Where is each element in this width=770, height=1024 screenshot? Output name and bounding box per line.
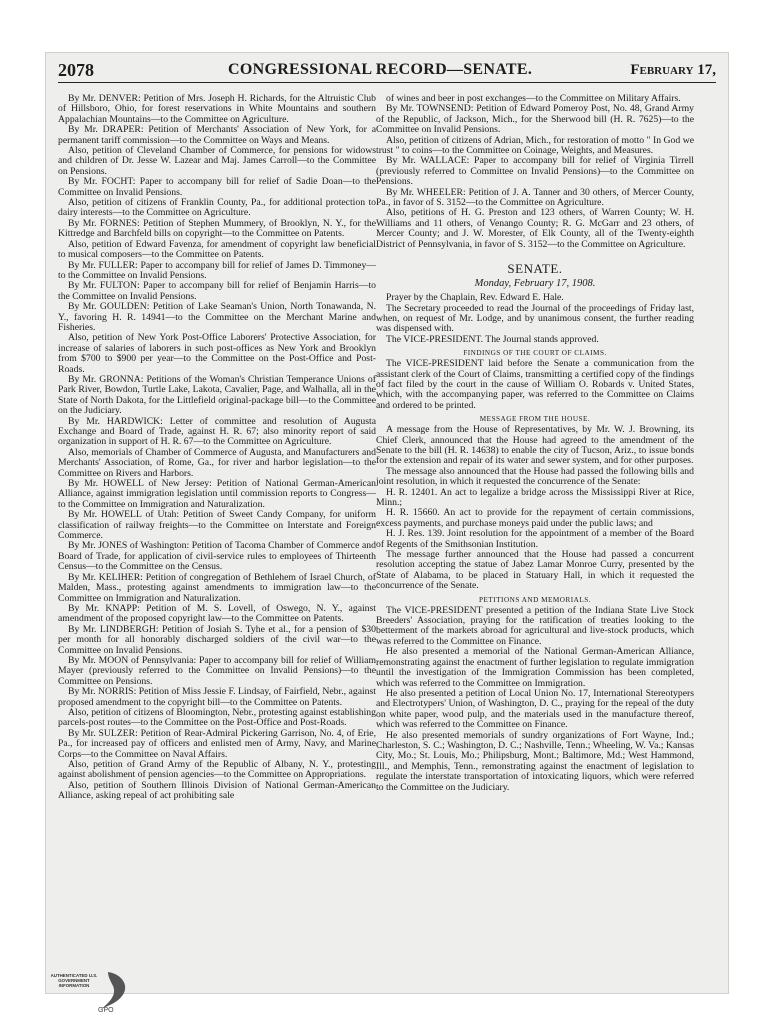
record-paragraph: By Mr. GOULDEN: Petition of Lake Seaman's Union, North Tonawanda, N. Y., favoring H. R. 14941—to the Committee on the Merchant Marine and Fisheries. [58, 301, 376, 333]
record-paragraph: By Mr. LINDBERGH: Petition of Josiah S. Tyhe et al., for a pension of $30 per month for all honorably discharged soldiers of the civil war—to the Committee on Invalid Pensions. [58, 623, 376, 656]
record-paragraph: By Mr. KELIHER: Petition of congregation of Bethlehem of Israel Church, of Malden, Mass., protesting against amendments to immigration law—to the Committee on Immigration and Naturalization. [58, 571, 376, 604]
record-paragraph: By Mr. JONES of Washington: Petition of Tacoma Chamber of Commerce and Board of Trade, for application of civil-service rules to employees of Thirteenth Census—to the Committee on the Census. [58, 540, 376, 573]
record-paragraph: By Mr. FULLER: Paper to accompany bill for relief of James D. Timmoney—to the Committee on Invalid Pensions. [58, 259, 376, 281]
header-date: February 17, [630, 62, 716, 78]
record-paragraph: By Mr. DRAPER: Petition of Merchants' Association of New York, for a permanent tariff commission—to the Committee on Ways and Means. [58, 124, 376, 146]
record-paragraph: By Mr. WALLACE: Paper to accompany bill for relief of Virginia Tirrell (previously referred to Committee on Invalid Pensions)—to the Committee on Pensions. [376, 155, 694, 188]
record-paragraph: Also, petition of citizens of Franklin County, Pa., for additional protection to dairy interests—to the Committee on Agriculture. [58, 197, 376, 219]
right-column [376, 94, 694, 986]
record-paragraph: He also presented memorials of sundry organizations of Fort Wayne, Ind.; Charleston, S. C.; Washington, D. C.; Nashville, Tenn.; Wheeling, W. Va.; Kansas City, Mo.; St. Louis, Mo.; Philipsburg, Mont.; Baltimore, Md.; West Hammond, Ill., and Memphis, Tenn., remonstrating against the enactment of legislation to regulate the interstate transportation of intoxicating liquors, which were referred to the Committee on the Judiciary. [376, 729, 694, 793]
record-paragraph: The message also announced that the House had passed the following bills and joint resolution, in which it requested the concurrence of the Senate: [376, 465, 694, 488]
record-paragraph: Also, memorials of Chamber of Commerce of Augusta, and Manufacturers and Merchants' Association, of Rome, Ga., for river and harbor legislation—to the Committee on Rivers and Harbors. [58, 446, 376, 479]
record-paragraph: A message from the House of Representatives, by Mr. W. J. Browning, its Chief Clerk, announced that the House had agreed to the amendment of the Senate to the bill (H. R. 14638) to enable the city of Tucson, Ariz., to issue bonds for the extension and repair of its water and sewer system, and for other purposes. [376, 424, 694, 467]
record-paragraph: Prayer by the Chaplain, Rev. Edward E. Hale. [386, 292, 564, 304]
record-paragraph: By Mr. FORNES: Petition of Stephen Mummery, of Brooklyn, N. Y., for the Kittredge and Barchfeld bills on copyright—to the Committee on Patents. [58, 217, 376, 240]
record-paragraph: Also, petition of Cleveland Chamber of Commerce, for pensions for widows and children of Dr. Jesse W. Lazear and Maj. James Carroll—to the Committee on Pensions. [58, 145, 376, 177]
senate-date: Monday, February 17, 1908. [474, 278, 596, 290]
record-paragraph: By Mr. TOWNSEND: Petition of Edward Pomeroy Post, No. 48, Grand Army of the Republic, of Jackson, Mich., for the Sherwood bill (H. R. 7625)—to the Committee on Invalid Pensions. [376, 103, 694, 136]
court-of-claims-heading: FINDINGS OF THE COURT OF CLAIMS. [463, 349, 607, 358]
record-paragraph: The Secretary proceeded to read the Journal of the proceedings of Friday last, when, on request of Mr. Lodge, and by unanimous consent, the further reading was dispensed with. [376, 302, 694, 335]
gpo-authentication-text: AUTHENTICATED U.S. GOVERNMENT INFORMATION [50, 973, 98, 989]
record-paragraph: Also, petition of citizens of Bloomington, Nebr., protesting against establishing parcels-post routes—to the Committee on the Post-Office and Post-Roads. [58, 706, 376, 729]
record-paragraph: By Mr. NORRIS: Petition of Miss Jessie F. Lindsay, of Fairfield, Nebr., against proposed amendment to the copyright bill—to the Committee on Patents. [58, 686, 376, 708]
record-paragraph: By Mr. MOON of Pennsylvania: Paper to accompany bill for relief of William Mayer (previously referred to the Committee on Invalid Pensions)—to the Committee on Pensions. [58, 654, 376, 687]
record-paragraph: By Mr. FOCHT: Paper to accompany bill for relief of Sadie Doan—to the Committee on Invalid Pensions. [58, 176, 376, 198]
record-paragraph: By Mr. HOWELL of New Jersey: Petition of National German-American Alliance, against immigration legislation until commission reports to Congress—to the Committee on Immigration and Naturalization. [58, 478, 376, 510]
record-paragraph: Also, petition of citizens of Adrian, Mich., for restoration of motto " In God we trust " to coins—to the Committee on Coinage, Weights, and Measures. [376, 134, 694, 157]
record-paragraph: He also presented a petition of Local Union No. 17, International Stereotypers and Electrotypers' Union, of Washington, D. C., praying for the repeal of the duty on white paper, wood pulp, and the materials used in the manufacture thereof, which was referred to the Committee on Finance. [376, 687, 694, 731]
record-paragraph: Also, petitions of H. G. Preston and 123 others, of Warren County; W. H. Williams and 11 others, of Venango County; R. G. McGarr and 23 others, of Mercer County; and J. W. Morester, of Elk County, all of the Twenty-eighth District of Pennsylvania, in favor of S. 3152—to the Committee on Agriculture. [376, 207, 694, 250]
record-paragraph: By Mr. HOWELL of Utah: Petition of Sweet Candy Company, for uniform classification of railway freights—to the Committee on Interstate and Foreign Commerce. [58, 509, 376, 542]
record-paragraph: By Mr. SULZER: Petition of Rear-Admiral Pickering Garrison, No. 4, of Erie, Pa., for increased pay of officers and enlisted men of Army, Navy, and Marine Corps—to the Committee on Naval Affairs. [58, 727, 376, 760]
record-paragraph: Also, petition of Grand Army of the Republic of Albany, N. Y., protesting against abolishment of pension agencies—to the Committee on Appropriations. [58, 759, 376, 781]
gpo-mark: GPO [98, 1007, 114, 1014]
record-paragraph: Also, petition of Edward Favenza, for amendment of copyright law beneficial to musical composers—to the Committee on Patents. [58, 238, 376, 261]
petitions-heading: PETITIONS AND MEMORIALS. [478, 595, 592, 604]
record-paragraph: By Mr. KNAPP: Petition of M. S. Lovell, of Oswego, N. Y., against amendment of the proposed copyright law—to the Committee on Patents. [58, 602, 376, 625]
record-paragraph: of wines and beer in post exchanges—to the Committee on Military Affairs. [386, 94, 681, 104]
left-column [58, 94, 376, 986]
record-paragraph: H. R. 15660. An act to provide for the repayment of certain commissions, excess payments, and purchase moneys paid under the public laws; and [376, 507, 694, 529]
eagle-swoosh-icon [100, 972, 125, 1010]
record-paragraph: By Mr. HARDWICK: Letter of committee and resolution of Augusta Exchange and Board of Trade, against H. R. 67; also minority report of said organization in support of H. R. 67—to the Committee on Agriculture. [58, 415, 376, 448]
senate-heading: SENATE. [507, 261, 563, 277]
record-paragraph: The message further announced that the House had passed a concurrent resolution accepting the statue of Jabez Lamar Monroe Curry, presented by the State of Alabama, to be placed in Statuary Hall, in which it requested the concurrence of the Senate. [376, 549, 694, 592]
senate-opening [376, 293, 694, 345]
running-head [58, 60, 716, 83]
record-paragraph: The VICE-PRESIDENT presented a petition of the Indiana State Live Stock Breeders' Association, praying for the ratification of treaties looking to the betterment of the markets abroad for agricultural and live-stock products, which was referred to the Committee on Finance. [376, 604, 694, 647]
page-number: 2078 [58, 60, 94, 80]
court-of-claims-text [376, 359, 694, 411]
house-petitions-continued [376, 94, 694, 250]
record-paragraph: By Mr. DENVER: Petition of Mrs. Joseph H. Richards, for the Altruistic Club of Hillsboro, Ohio, for forest reservations in White Mountains and southern Appalachian Mountains—to the Committee on Agriculture. [58, 94, 376, 125]
record-paragraph: The VICE-PRESIDENT laid before the Senate a communication from the assistant clerk of the Court of Claims, transmitting a certified copy of the findings of fact filed by the court in the cause of William O. Robards v. United States, which, with the accompanying paper, was referred to the Committee on Claims and ordered to be printed. [376, 358, 694, 411]
record-paragraph: Also, petition of New York Post-Office Laborers' Protective Association, for increase of salaries of laborers in such post-offices as New York and Brooklyn from $700 to $900 per year—to the Committee on the Post-Office and Post-Roads. [58, 332, 376, 375]
record-paragraph: He also presented a memorial of the National German-American Alliance, remonstrating against the enactment of further legislation to regulate immigration until the investigation of the Immigration Commission has been completed, which was referred to the Committee on Immigration. [376, 646, 694, 689]
record-paragraph: Also, petition of Southern Illinois Division of National German-American Alliance, asking repeal of act prohibiting sale [58, 779, 376, 802]
record-paragraph: By Mr. GRONNA: Petitions of the Woman's Christian Temperance Unions of Park River, Bowdon, Turtle Lake, Lakota, Cavalier, Page, and Walhalla, all in the State of North Dakota, for the Littlefield original-package bill—to the Committee on the Judiciary. [58, 373, 376, 417]
record-paragraph: By Mr. FULTON: Paper to accompany bill for relief of Benjamin Harris—to the Committee on Invalid Pensions. [58, 280, 376, 302]
record-paragraph: H. R. 12401. An act to legalize a bridge across the Mississippi River at Rice, Minn.; [376, 486, 694, 508]
house-message-text [376, 425, 694, 592]
petitions-text [376, 606, 694, 793]
record-paragraph: By Mr. WHEELER: Petition of J. A. Tanner and 30 others, of Mercer County, Pa., in favor of S. 3152—to the Committee on Agriculture. [376, 186, 694, 209]
record-paragraph: H. J. Res. 139. Joint resolution for the appointment of a member of the Board of Regents of the Smithsonian Institution. [376, 528, 694, 550]
record-paragraph: The VICE-PRESIDENT. The Journal stands approved. [386, 333, 599, 345]
page-title: CONGRESSIONAL RECORD—SENATE. [228, 61, 533, 78]
house-message-heading: MESSAGE FROM THE HOUSE. [479, 415, 591, 424]
